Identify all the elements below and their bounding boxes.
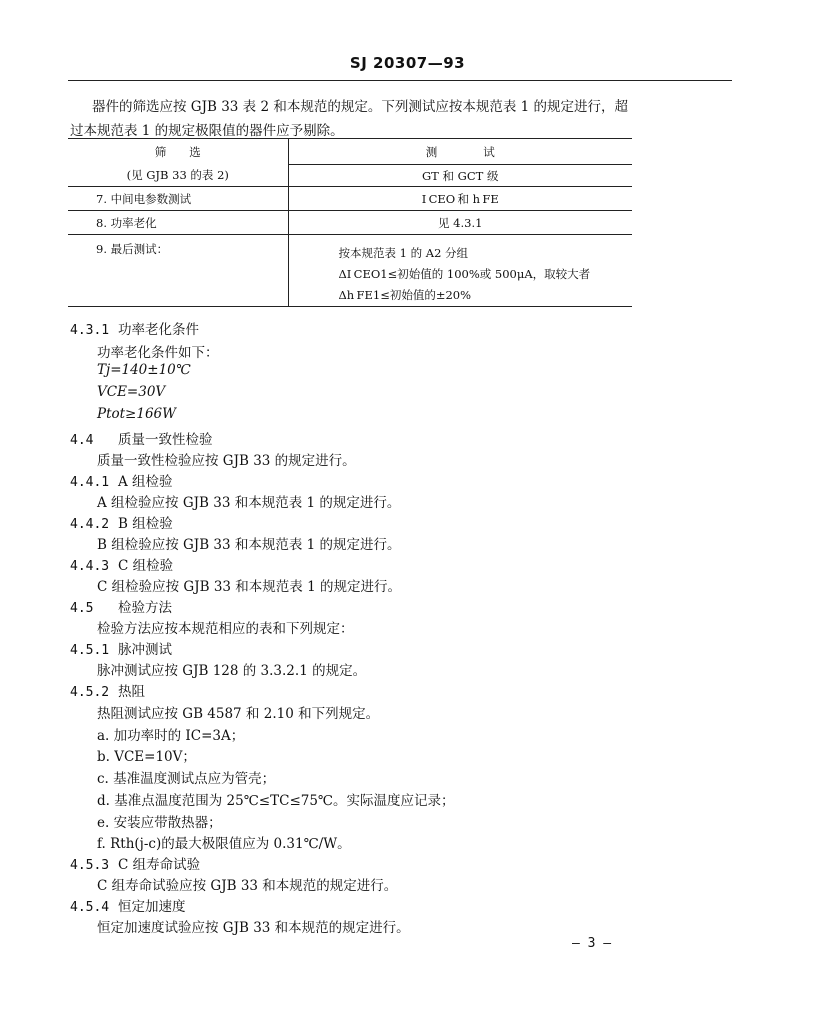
list-item-b: b. VCE=10V； bbox=[97, 749, 196, 765]
section-number: 4.4.1 bbox=[70, 475, 110, 490]
row-value-7: I CEO 和 h FE bbox=[288, 187, 632, 211]
col1-header-line1: 筛 选 bbox=[68, 139, 288, 165]
col2-header: 测 试 bbox=[288, 139, 632, 165]
section-title: 恒定加速度 bbox=[118, 899, 186, 915]
row-value-9 bbox=[288, 235, 632, 307]
col1-header-line2: (见 GJB 33 的表 2) bbox=[126, 168, 229, 183]
document-header: SJ 20307—93 bbox=[349, 54, 466, 72]
section-title: 质量一致性检验 bbox=[118, 432, 213, 448]
section-4-5-2-heading bbox=[70, 680, 145, 700]
page-number: — 3 — bbox=[572, 936, 612, 951]
section-title: C 组检验 bbox=[118, 558, 174, 574]
list-item-c: c. 基准温度测试点应为管壳； bbox=[97, 771, 276, 787]
section-title: 功率老化条件 bbox=[118, 322, 199, 338]
section-number: 4.5.3 bbox=[70, 858, 110, 873]
section-number: 4.3.1 bbox=[70, 323, 110, 338]
section-number: 4.4 bbox=[70, 433, 94, 448]
section-number: 4.5 bbox=[70, 601, 94, 616]
col2-subheader: GT 和 GCT 级 bbox=[288, 165, 632, 187]
section-number: 4.4.3 bbox=[70, 559, 110, 574]
intro-line-1: 器件的筛选应按 GJB 33 表 2 和本规范的规定。下列测试应按本规范表 1 的规定进行，超 bbox=[92, 99, 629, 115]
section-4-5-4-heading bbox=[70, 895, 186, 915]
section-title: 检验方法 bbox=[118, 600, 172, 616]
section-4-4-2-heading bbox=[70, 512, 173, 532]
section-4-4-3-heading bbox=[70, 554, 173, 574]
section-4-4-text: 质量一致性检验应按 GJB 33 的规定进行。 bbox=[97, 453, 356, 469]
section-title: 热阻 bbox=[118, 684, 145, 700]
section-4-4-heading bbox=[70, 428, 213, 448]
row-label-9: 9. 最后测试： bbox=[68, 235, 288, 307]
section-title: C 组寿命试验 bbox=[118, 857, 201, 873]
section-4-5-4-text: 恒定加速度试验应按 GJB 33 和本规范的规定进行。 bbox=[97, 920, 410, 936]
list-item-d: d. 基准点温度范围为 25℃≤TC≤75℃。实际温度应记录； bbox=[97, 793, 455, 809]
section-4-5-3-text: C 组寿命试验应按 GJB 33 和本规范的规定进行。 bbox=[97, 878, 398, 894]
section-number: 4.5.2 bbox=[70, 685, 110, 700]
list-item-a: a. 加功率时的 IC=3A； bbox=[97, 728, 245, 744]
screening-table bbox=[68, 138, 632, 307]
section-number: 4.5.4 bbox=[70, 900, 110, 915]
list-item-e: e. 安装应带散热器； bbox=[97, 815, 222, 831]
intro-line-2: 过本规范表 1 的规定极限值的器件应予剔除。 bbox=[70, 123, 344, 139]
section-4-4-1-heading bbox=[70, 470, 173, 490]
final-test-line-1: 按本规范表 1 的 A2 分组 bbox=[338, 246, 469, 260]
formula-vce: VCE=30V bbox=[97, 384, 166, 400]
section-4-5-heading bbox=[70, 596, 172, 616]
section-4-5-1-text: 脉冲测试应按 GJB 128 的 3.3.2.1 的规定。 bbox=[97, 663, 367, 679]
row-label-8: 8. 功率老化 bbox=[68, 211, 288, 235]
section-4-5-text: 检验方法应按本规范相应的表和下列规定： bbox=[97, 621, 354, 637]
final-test-line-2: ΔI CEO1≤初始值的 100%或 500μA，取较大者 bbox=[338, 267, 591, 281]
formula-tj: Tj=140±10℃ bbox=[97, 362, 191, 378]
section-4-5-1-heading bbox=[70, 638, 172, 658]
section-title: B 组检验 bbox=[118, 516, 173, 532]
final-test-line-3: Δh FE1≤初始值的±20% bbox=[338, 288, 472, 302]
section-4-4-3-text: C 组检验应按 GJB 33 和本规范表 1 的规定进行。 bbox=[97, 579, 401, 595]
section-4-3-1-intro: 功率老化条件如下： bbox=[97, 345, 219, 361]
section-4-4-2-text: B 组检验应按 GJB 33 和本规范表 1 的规定进行。 bbox=[97, 537, 401, 553]
row-value-8: 见 4.3.1 bbox=[288, 211, 632, 235]
section-number: 4.4.2 bbox=[70, 517, 110, 532]
section-4-5-3-heading bbox=[70, 853, 200, 873]
list-item-f: f. Rth(j-c)的最大极限值应为 0.31℃/W。 bbox=[97, 836, 351, 852]
section-title: 脉冲测试 bbox=[118, 642, 172, 658]
formula-ptot: Ptot≥166W bbox=[97, 406, 177, 422]
section-4-4-1-text: A 组检验应按 GJB 33 和本规范表 1 的规定进行。 bbox=[97, 495, 401, 511]
row-label-7: 7. 中间电参数测试 bbox=[68, 187, 288, 211]
section-4-5-2-text: 热阻测试应按 GB 4587 和 2.10 和下列规定。 bbox=[97, 706, 380, 722]
section-number: 4.5.1 bbox=[70, 643, 110, 658]
section-4-3-1-heading bbox=[70, 318, 199, 338]
section-title: A 组检验 bbox=[118, 474, 173, 490]
header-rule bbox=[68, 80, 732, 81]
